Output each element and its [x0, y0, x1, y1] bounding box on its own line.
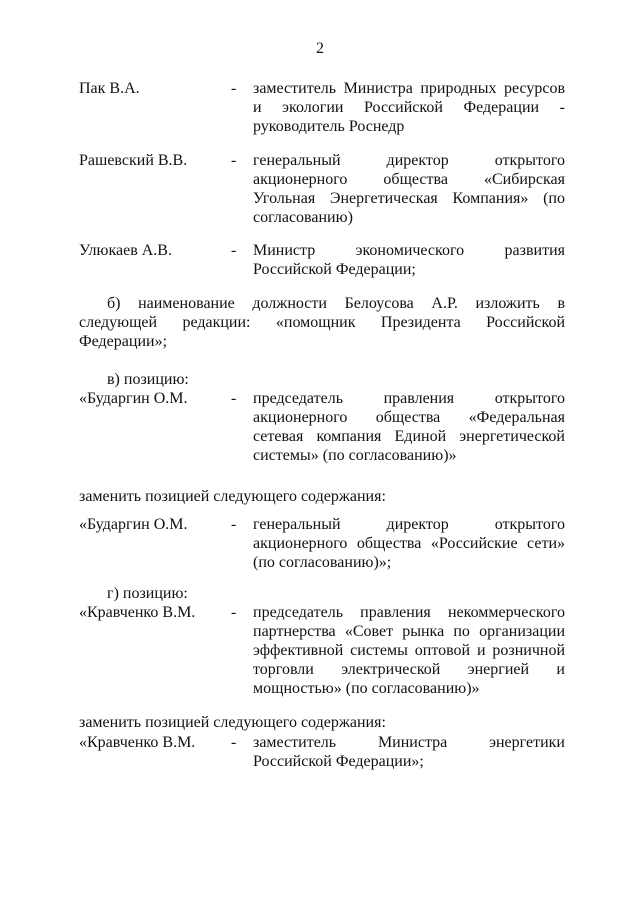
section-v-label: в) позицию:	[107, 371, 189, 388]
entry-name: «Кравченко В.М.	[79, 734, 196, 751]
replace-text-v: заменить позицией следующего содержания:	[79, 488, 386, 505]
entry-dash: -	[231, 152, 237, 169]
entry-description: генеральный директор открытого акционерного общества «Сибирская Угольная Энергетическая Компания» (по согласованию)	[253, 152, 565, 226]
entry-name: Пак В.А.	[79, 80, 140, 97]
entry-name: «Бударгин О.М.	[79, 516, 188, 533]
entry-description: председатель правления некоммерческого партнерства «Совет рынка по организации эффективной системы оптовой и розничной торговли электрической энергией и мощностью» (по согласованию)»	[253, 604, 565, 697]
entry-description: председатель правления открытого акционерного общества «Федеральная сетевая компания Единой энергетической системы» (по согласованию)»	[253, 390, 565, 464]
entry-name: «Кравченко В.М.	[79, 604, 196, 621]
entry-description: заместитель Министра природных ресурсов и экологии Российской Федерации - руководитель Роснедр	[253, 80, 565, 135]
entry-dash: -	[231, 390, 237, 407]
page-number: 2	[316, 40, 324, 57]
section-g-label: г) позицию:	[107, 585, 188, 602]
entry-dash: -	[231, 80, 237, 97]
entry-dash: -	[231, 734, 237, 751]
entry-dash: -	[231, 516, 237, 533]
entry-description: Министр экономического развития Российской Федерации;	[253, 242, 565, 278]
replace-text-g: заменить позицией следующего содержания:	[79, 714, 386, 731]
entry-dash: -	[231, 604, 237, 621]
entry-name: Рашевский В.В.	[79, 152, 188, 169]
paragraph-b: б) наименование должности Белоусова А.Р. изложить в следующей редакции: «помощник Президента Российской Федерации»;	[79, 295, 565, 350]
entry-name: Улюкаев А.В.	[79, 242, 172, 259]
entry-description: генеральный директор открытого акционерного общества «Российские сети» (по согласованию)»;	[253, 516, 565, 571]
entry-description: заместитель Министра энергетики Российской Федерации»;	[253, 734, 565, 770]
entry-name: «Бударгин О.М.	[79, 390, 188, 407]
entry-dash: -	[231, 242, 237, 259]
